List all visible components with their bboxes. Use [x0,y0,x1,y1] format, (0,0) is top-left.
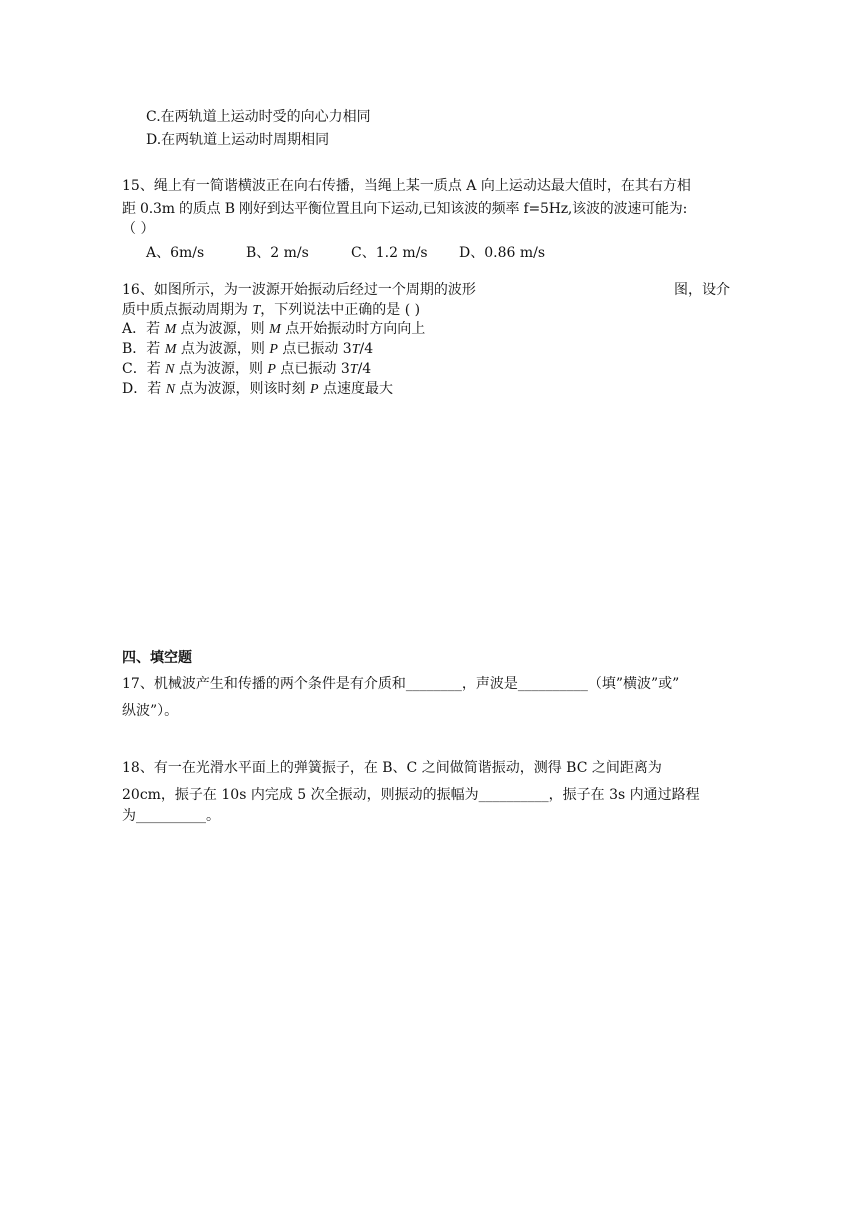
q14-option-c: C.在两轨道上运动时受的向心力相同 [146,109,371,125]
q18-line-3: 为__________。 [122,808,220,824]
q16-option-d: D．若 N 点为波源，则该时刻 P 点速度最大 [122,381,393,397]
q17-line-1: 17、机械波产生和传播的两个条件是有介质和________，声波是__________（填”横波”或” [122,676,680,692]
period-symbol: T [252,303,261,318]
q15-line-2: 距 0.3m 的质点 B 刚好到达平衡位置且向下运动,已知该波的频率 f=5Hz,该波的波速可能为: [122,201,688,217]
q16-option-a: A．若 M 点为波源，则 M 点开始振动时方向向上 [122,321,426,337]
q17-line-2: 纵波”）。 [122,703,179,719]
q15-option-a: A、6m/s [146,245,205,261]
q15-option-b: B、2 m/s [246,245,309,261]
q16-line-1: 16、如图所示，为一波源开始振动后经过一个周期的波形 [122,282,476,298]
q18-line-2: 20cm，振子在 10s 内完成 5 次全振动，则振动的振幅为__________，振子在 3s 内通过路程 [122,787,700,803]
q16-line-1-tail: 图，设介 [674,282,730,298]
q15-answer-paren: （ ） [122,221,155,237]
q14-option-d: D.在两轨道上运动时周期相同 [146,132,330,148]
q15-option-c: C、1.2 m/s [351,245,428,261]
q16-option-c: C．若 N 点为波源，则 P 点已振动 3T/4 [122,361,372,377]
q15-line-1: 15、绳上有一简谐横波正在向右传播，当绳上某一质点 A 向上运动达最大值时，在其右方相 [122,178,691,194]
q15-option-d: D、0.86 m/s [459,245,546,261]
q16-line-2: 质中质点振动周期为 T，下列说法中正确的是 ( ) [122,302,421,318]
q18-line-1: 18、有一在光滑水平面上的弹簧振子，在 B、C 之间做简谐振动，测得 BC 之间距离为 [122,760,662,776]
q16-option-b: B．若 M 点为波源，则 P 点已振动 3T/4 [122,341,374,357]
section-heading: 四、填空题 [122,650,192,666]
